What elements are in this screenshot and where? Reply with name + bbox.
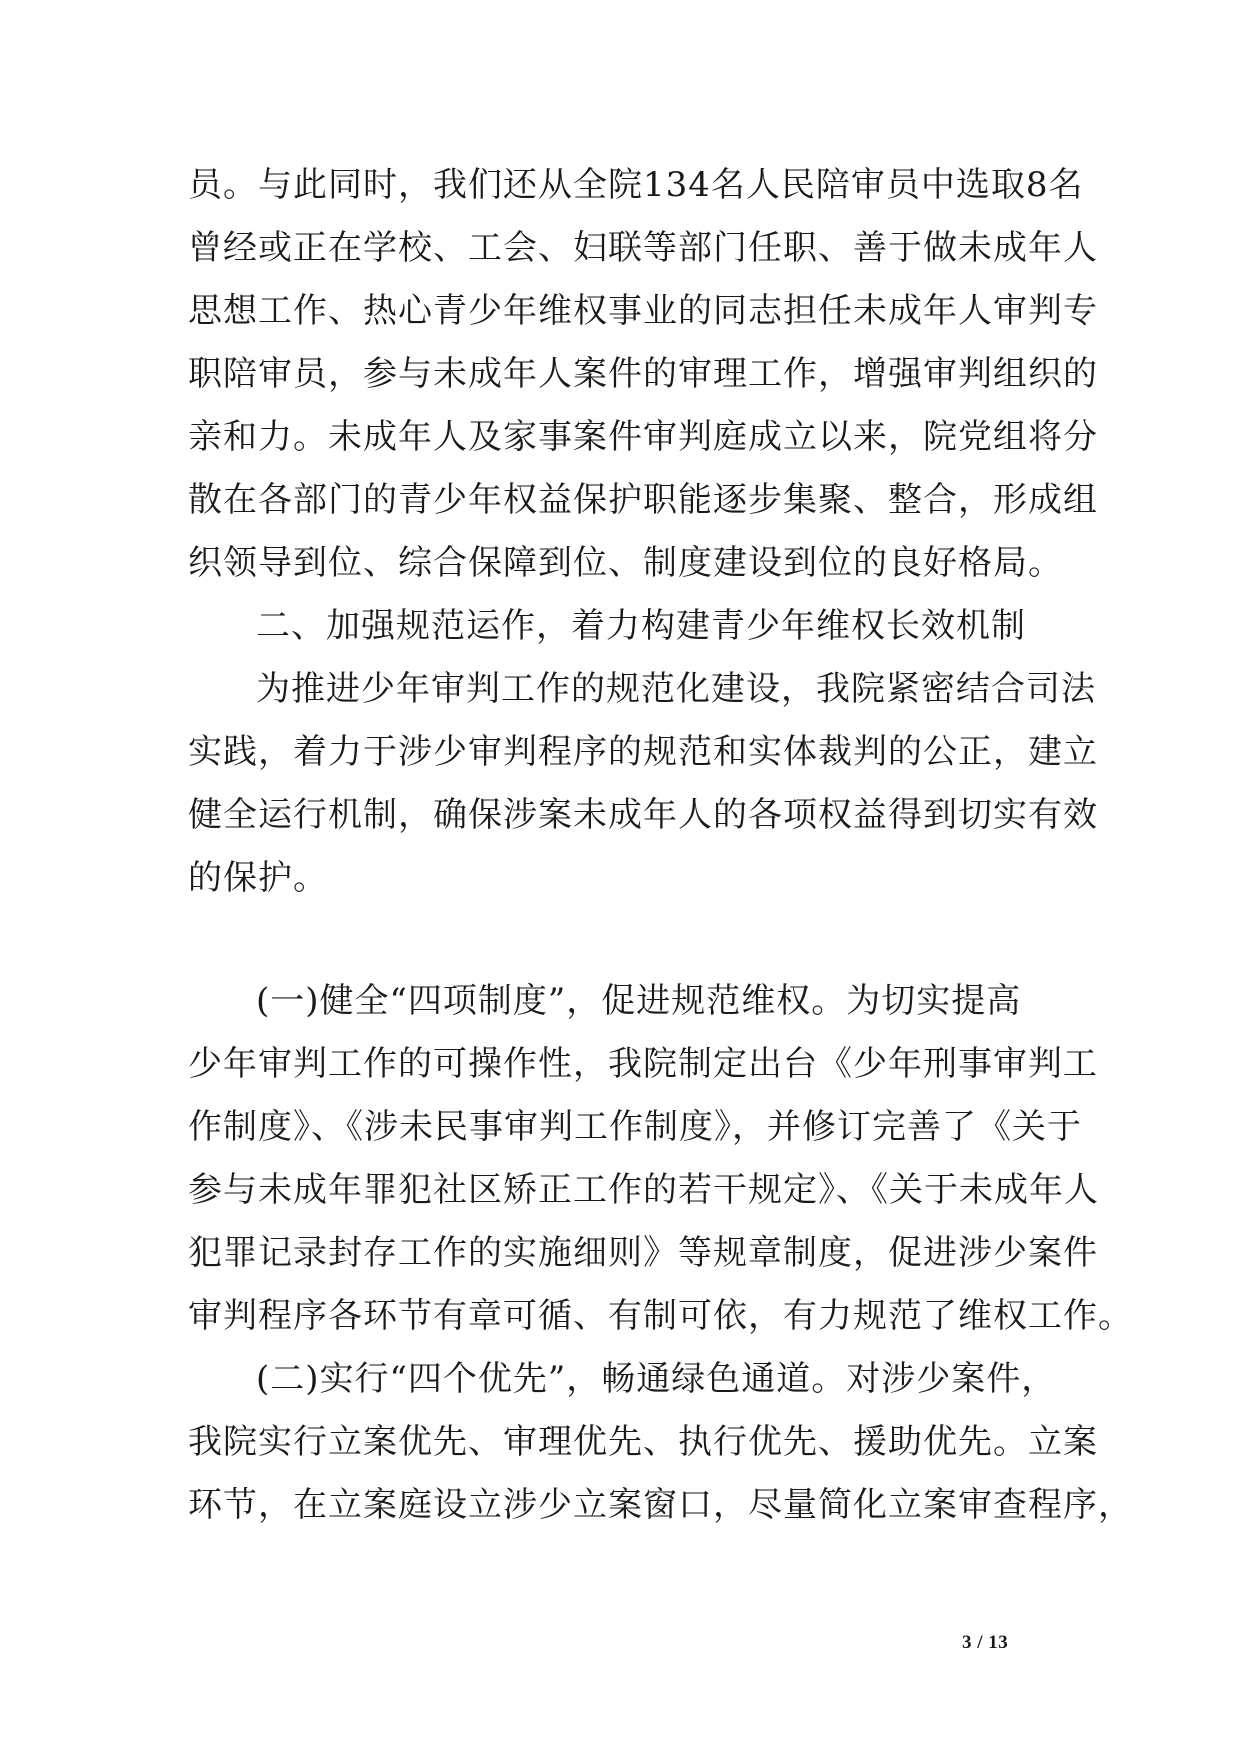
section-heading: 二、加强规范运作，着力构建青少年维权长效机制: [256, 606, 1026, 646]
text-line: 思想工作、热心青少年维权事业的同志担任未成年人审判专: [188, 291, 1098, 331]
text-line: 环节，在立案庭设立涉少立案窗口，尽量简化立案审查程序，: [188, 1485, 1133, 1525]
body-text-block-2: [188, 970, 1133, 1537]
text-line: 我院实行立案优先、审理优先、执行优先、援助优先。立案: [188, 1422, 1098, 1462]
text-line: 员。与此同时，我们还从全院134名人民陪审员中选取8名: [188, 165, 1084, 205]
text-line: 少年审判工作的可操作性，我院制定出台《少年刑事审判工: [188, 1044, 1098, 1084]
text-line: (二)实行“四个优先”，畅通绿色通道。对涉少案件，: [256, 1359, 1057, 1399]
text-line: 散在各部门的青少年权益保护职能逐步集聚、整合，形成组: [188, 480, 1098, 520]
text-line: 曾经或正在学校、工会、妇联等部门任职、善于做未成年人: [188, 228, 1098, 268]
text-line: 亲和力。未成年人及家事案件审判庭成立以来，院党组将分: [188, 417, 1098, 457]
text-line: 职陪审员，参与未成年人案件的审理工作，增强审判组织的: [188, 354, 1098, 394]
text-line: (一)健全“四项制度”，促进规范维权。为切实提高: [256, 981, 1022, 1021]
text-line: 健全运行机制，确保涉案未成年人的各项权益得到切实有效: [188, 795, 1098, 835]
text-line: 审判程序各环节有章可循、有制可依，有力规范了维权工作。: [188, 1296, 1133, 1336]
page-number: 3 / 13: [962, 1632, 1009, 1653]
text-line: 犯罪记录封存工作的实施细则》等规章制度，促进涉少案件: [188, 1233, 1098, 1273]
text-line: 织领导到位、综合保障到位、制度建设到位的良好格局。: [188, 543, 1063, 583]
text-line: 为推进少年审判工作的规范化建设，我院紧密结合司法: [256, 669, 1096, 709]
text-line: 的保护。: [188, 858, 328, 898]
body-text-block-1: [188, 154, 1098, 910]
text-line: 参与未成年罪犯社区矫正工作的若干规定》、《关于未成年人: [188, 1170, 1099, 1210]
text-line: 作制度》、《涉未民事审判工作制度》，并修订完善了《关于: [188, 1107, 1082, 1147]
text-line: 实践，着力于涉少审判程序的规范和实体裁判的公正，建立: [188, 732, 1098, 772]
